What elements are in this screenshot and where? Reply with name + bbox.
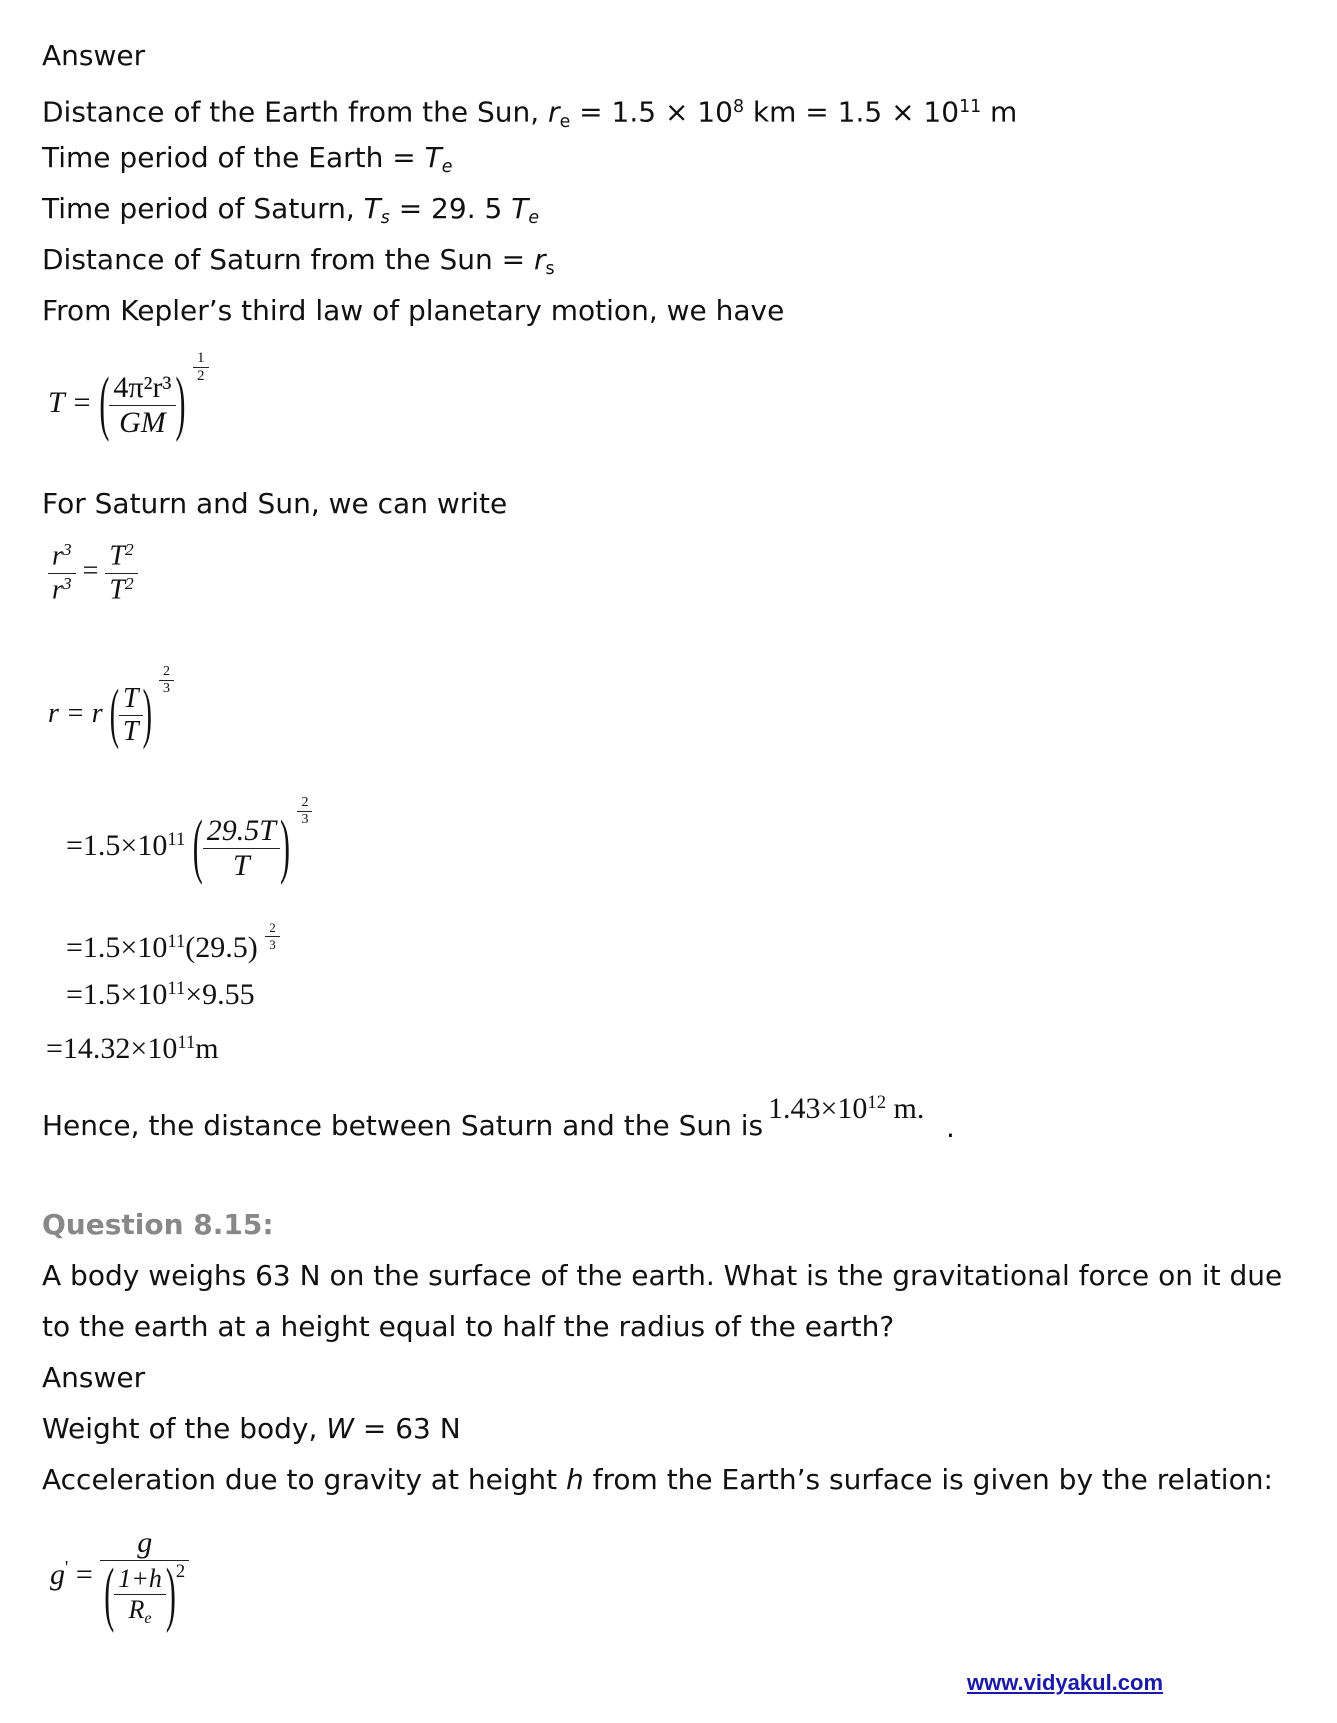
var: T [363, 192, 381, 225]
exp: 12 [867, 1092, 887, 1113]
numerator: 29.5T [203, 814, 280, 849]
earth-distance-line [42, 91, 1017, 138]
equals: = [82, 555, 99, 587]
exp: 11 [167, 978, 186, 999]
paren: (29.5) [185, 931, 258, 964]
text: from the Earth’s surface is given by the relation: [583, 1463, 1273, 1496]
kepler-equation [48, 350, 209, 444]
denominator: $T^2$ [109, 573, 134, 606]
denominator: $r^3$ [52, 573, 72, 606]
numerator: 1+h [114, 1564, 166, 1595]
fraction [119, 683, 143, 748]
lhs: g [50, 1557, 65, 1591]
rs-equation [48, 664, 174, 752]
text: Time period of the Earth = [42, 141, 425, 174]
lhs: r [48, 698, 59, 729]
result-line [46, 1032, 219, 1066]
text: = 63 N [353, 1412, 461, 1445]
denominator: 2 [197, 368, 205, 384]
fraction-right [105, 540, 137, 606]
text: = 1.5 × 10 [570, 95, 733, 129]
text: =1.5×10 [66, 978, 168, 1012]
exp: 11 [167, 930, 186, 952]
text: 1.43×10 [768, 1092, 868, 1126]
var: W [326, 1412, 354, 1445]
vidyakul-link[interactable]: www.vidyakul.com [967, 1670, 1164, 1695]
substitution-equation [66, 795, 312, 887]
var: T [424, 141, 442, 174]
weight-line [42, 1413, 461, 1445]
var: T [109, 574, 125, 606]
exponent-fraction: $\frac{2}{3}$ [265, 920, 280, 953]
text: Acceleration due to gravity at height [42, 1463, 566, 1496]
exponent-fraction [193, 350, 209, 385]
final-distance [768, 1092, 924, 1126]
denominator: T [233, 848, 250, 882]
left-paren: ( [192, 807, 203, 887]
text: m. [886, 1092, 925, 1126]
text: m [195, 1032, 219, 1066]
text: = 29. 5 [389, 192, 512, 225]
exp: 11 [167, 828, 186, 850]
exp: 2 [175, 1561, 186, 1582]
text: Weight of the body, [42, 1412, 327, 1445]
denominator: 3 [162, 681, 170, 696]
numerator: 4π²r³ [109, 371, 175, 406]
denominator: GM [119, 405, 166, 439]
mid: = r [58, 698, 103, 729]
var: r [52, 540, 63, 572]
text: ×9.55 [185, 978, 255, 1012]
inner-fraction [114, 1564, 166, 1628]
left-paren: ( [99, 364, 110, 444]
text: =1.5×10 [66, 829, 168, 862]
product-line [66, 978, 255, 1012]
saturn-period-line [42, 193, 539, 234]
numerator: 2 [159, 664, 174, 681]
kepler-line: From Kepler’s third law of planetary motion, we have [42, 294, 785, 327]
saturn-sun-line: For Saturn and Sun, we can write [42, 487, 508, 520]
sub: s [545, 259, 555, 280]
exponent-fraction [159, 664, 174, 697]
var: h [565, 1463, 584, 1496]
right-paren: ) [279, 807, 290, 887]
power-line [66, 920, 280, 965]
text: =1.5×10 [66, 931, 168, 964]
question-label: Question 8.15: [42, 1208, 274, 1241]
left-paren: ( [104, 1555, 115, 1635]
g-prime-equation [50, 1526, 189, 1635]
answer-label-2: Answer [42, 1361, 146, 1394]
question-text-1: A body weighs 63 N on the surface of the earth. What is the gravitational force on it due [42, 1259, 1283, 1292]
text: Hence, the distance between Saturn and the Sun is [42, 1109, 764, 1142]
saturn-distance-line [42, 244, 555, 285]
earth-period-line [42, 142, 452, 183]
numerator: $T^2$ [105, 540, 137, 574]
right-paren: ) [175, 364, 186, 444]
var: r [548, 95, 560, 129]
var: r [533, 243, 546, 276]
denominator [114, 1595, 166, 1628]
text: m [981, 95, 1018, 129]
left-paren: ( [109, 677, 120, 752]
lhs: T = [48, 386, 92, 419]
numerator: 1 [193, 350, 209, 368]
sub: e [144, 1610, 152, 1628]
right-paren: ) [142, 677, 152, 752]
fraction [203, 814, 280, 883]
text: Distance of Saturn from the Sun = [42, 243, 534, 276]
exponent-fraction: $\frac{2}{3}$ [297, 795, 312, 828]
sub: e [528, 208, 539, 229]
acceleration-line [42, 1464, 1273, 1496]
question-text-2: to the earth at a height equal to half the radius of the earth? [42, 1310, 895, 1343]
exp: 11 [959, 97, 982, 117]
hence-dot: . [946, 1111, 955, 1144]
right-paren: ) [165, 1555, 176, 1635]
fraction [100, 1526, 189, 1635]
exp: 11 [177, 1032, 196, 1053]
text: Time period of Saturn, [42, 192, 364, 225]
text: km = 1.5 × 10 [743, 95, 960, 129]
var: r [52, 574, 63, 606]
exp: 8 [732, 97, 744, 117]
prime: ' [65, 1557, 69, 1579]
var: T [511, 192, 529, 225]
fraction [109, 371, 175, 440]
hence-line [42, 1110, 763, 1142]
fraction-left [48, 540, 76, 606]
equals: = [75, 1557, 93, 1591]
text: =14.32×10 [46, 1032, 178, 1066]
var: R [128, 1595, 145, 1625]
denominator: T [123, 716, 139, 748]
ratio-equation [48, 540, 138, 606]
sub: e [559, 111, 571, 132]
sub: e [441, 157, 453, 178]
answer-label: Answer [42, 39, 146, 72]
numerator: g [100, 1526, 189, 1561]
denominator [100, 1555, 189, 1635]
var: T [109, 540, 125, 572]
text: Distance of the Earth from the Sun, [42, 95, 549, 129]
numerator: $r^3$ [48, 540, 76, 574]
sub: s [380, 208, 390, 229]
numerator: T [119, 683, 143, 716]
